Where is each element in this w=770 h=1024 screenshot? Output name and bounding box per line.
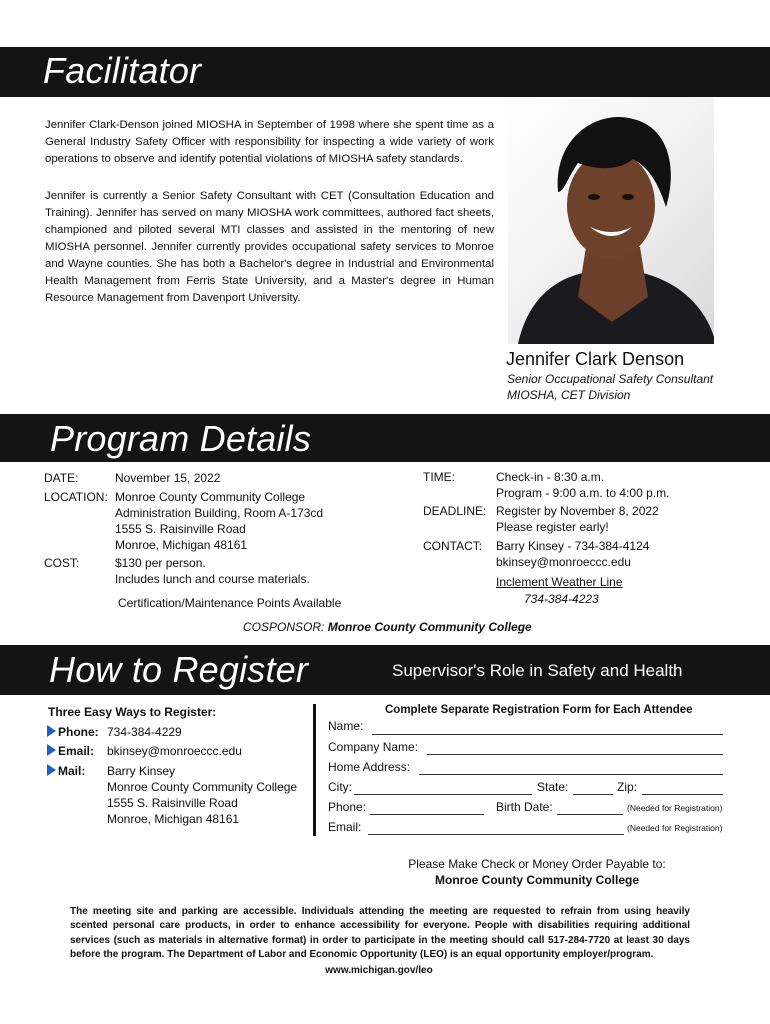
form-name-label: Name: (328, 719, 364, 733)
portrait-image (508, 97, 714, 344)
email-field[interactable] (368, 834, 624, 835)
mail-method-label: Mail: (58, 764, 86, 778)
contact-label: CONTACT: (423, 539, 483, 553)
date-value: November 15, 2022 (115, 471, 221, 485)
location-line: Monroe, Michigan 48161 (115, 538, 248, 552)
facilitator-name: Jennifer Clark Denson (506, 349, 685, 369)
time-line: Program - 9:00 a.m. to 4:00 p.m. (496, 486, 670, 500)
deadline-value (496, 503, 659, 535)
mail-line: 1555 S. Raisinville Road (107, 796, 238, 810)
contact-phone: Barry Kinsey - 734-384-4124 (496, 539, 650, 553)
location-line: Administration Building, Room A-173cd (115, 506, 324, 520)
certification-note: Certification/Maintenance Points Available (118, 596, 342, 610)
divider (313, 704, 316, 836)
email-method-label: Email: (58, 744, 95, 758)
cost-value (115, 555, 310, 587)
form-city-label: City: (328, 780, 352, 794)
register-email-link[interactable]: bkinsey@monroeccc.edu (107, 744, 242, 758)
facilitator-bio-2: Jennifer is currently a Senior Safety Consultant with CET (Consultation Education and Training). Jennifer has served on many MIOSHA work committees, authored fact sheets, championed and piloted several MTI classes and assisted in the mentoring of new MIOSHA personnel. Jennifer currently provides occupational safety services to Monroe and Wayne counties. She has both a Bachelor's degree in Industrial and Environmental Health Management from Ferris State University, and a Master's degree in Human Resource Management from Davenport University. (45, 190, 494, 304)
birth-date-field[interactable] (557, 814, 623, 815)
cosponsor-name: Monroe County Community College (327, 620, 532, 634)
program-header-band (0, 414, 770, 462)
register-heading: How to Register (49, 649, 309, 690)
time-label: TIME: (423, 470, 455, 484)
mail-address (107, 763, 297, 827)
register-header-band (0, 645, 770, 695)
city-field[interactable] (354, 794, 532, 795)
zip-field[interactable] (642, 794, 723, 795)
form-email-label: Email: (328, 820, 362, 834)
arrow-right-icon (47, 725, 56, 737)
time-line: Check-in - 8:30 a.m. (496, 470, 605, 484)
payable-line: Please Make Check or Money Order Payable to: (408, 857, 666, 871)
facilitator-header-band (0, 47, 770, 97)
location-value (115, 489, 323, 553)
register-phone: 734-384-4229 (107, 725, 182, 739)
course-title: Supervisor's Role in Safety and Health (392, 661, 683, 680)
company-field[interactable] (427, 754, 723, 755)
mail-line: Monroe, Michigan 48161 (107, 812, 240, 826)
accessibility-notice: The meeting site and parking are accessible. Individuals attending the meeting are requested to refrain from using heavily scented personal care products, in order to enhance accessibility for everyone. People with disabilities requiring additional services (such as materials in alternative format) in order to participate in the meeting should call 517-284-7720 at least 30 days before the program. The Department of Labor and Economic Opportunity (LEO) is an equal opportunity employer/program. (70, 906, 690, 960)
mail-method (47, 764, 85, 778)
phone-method-label: Phone: (58, 725, 99, 739)
form-zip-label: Zip: (617, 780, 638, 794)
form-title: Complete Separate Registration Form for Each Attendee (385, 704, 693, 716)
form-birth-label: Birth Date: (496, 800, 553, 814)
date-label: DATE: (44, 471, 79, 485)
arrow-right-icon (47, 744, 56, 756)
phone-method (47, 725, 99, 739)
birth-needed-note: (Needed for Registration) (627, 803, 723, 813)
cost-label: COST: (44, 556, 80, 570)
time-value (496, 469, 669, 501)
cost-line: Includes lunch and course materials. (115, 572, 310, 586)
mail-line: Monroe County Community College (107, 780, 298, 794)
contact-value (496, 538, 649, 570)
form-state-label: State: (537, 780, 569, 794)
name-field[interactable] (372, 734, 723, 735)
facilitator-bio-1: Jennifer Clark-Denson joined MIOSHA in September of 1998 where she spent time as a General Industry Safety Officer with responsibility for inspecting a wide variety of work operations to observe and identify potential violations of MIOSHA safety standards. (45, 119, 494, 165)
email-needed-note: (Needed for Registration) (627, 823, 723, 833)
arrow-right-icon (47, 764, 56, 776)
location-label: LOCATION: (44, 490, 108, 504)
payable-name: Monroe County Community College (435, 873, 639, 887)
location-line: 1555 S. Raisinville Road (115, 522, 246, 536)
ways-title: Three Easy Ways to Register: (48, 705, 217, 719)
deadline-line: Please register early! (496, 520, 609, 534)
facilitator-title-1: Senior Occupational Safety Consultant (507, 372, 714, 386)
form-home-label: Home Address: (328, 760, 411, 774)
form-company-label: Company Name: (328, 740, 419, 754)
facilitator-heading: Facilitator (43, 50, 202, 91)
leo-url-link[interactable]: www.michigan.gov/leo (325, 965, 433, 976)
contact-email-link[interactable]: bkinsey@monroeccc.edu (496, 555, 631, 569)
cosponsor-label: COSPONSOR: (243, 620, 325, 634)
deadline-line: Register by November 8, 2022 (496, 504, 659, 518)
program-heading: Program Details (50, 418, 312, 459)
location-line: Monroe County Community College (115, 490, 306, 504)
facilitator-title-2: MIOSHA, CET Division (507, 388, 631, 402)
phone-field[interactable] (370, 814, 484, 815)
weather-phone: 734-384-4223 (524, 592, 599, 606)
cosponsor (243, 620, 532, 634)
deadline-label: DEADLINE: (423, 504, 487, 518)
email-method (47, 744, 94, 758)
state-field[interactable] (573, 794, 613, 795)
cost-line: $130 per person. (115, 556, 206, 570)
inclement-weather-link[interactable]: Inclement Weather Line (496, 575, 623, 589)
mail-line: Barry Kinsey (107, 764, 176, 778)
home-address-field[interactable] (419, 774, 723, 775)
facilitator-photo (508, 97, 714, 344)
form-phone-label: Phone: (328, 800, 367, 814)
